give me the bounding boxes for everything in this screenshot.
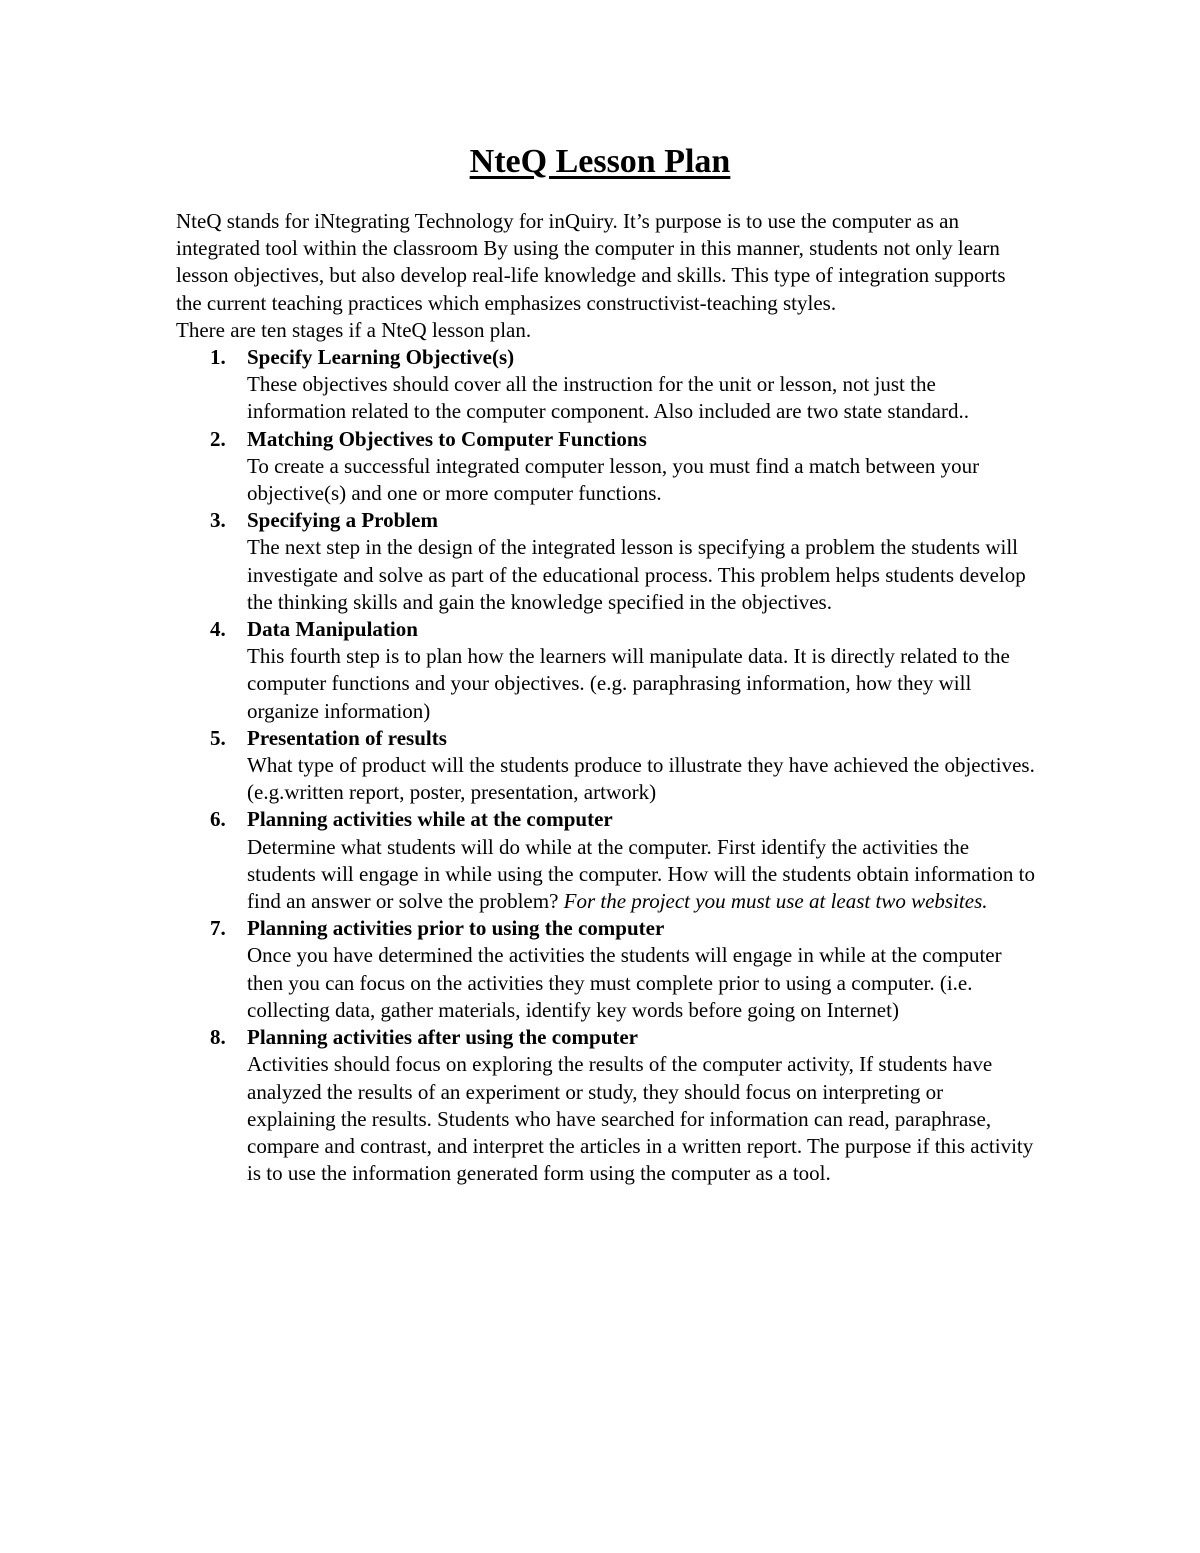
stage-number: 8. [210,1025,226,1050]
stage-number: 5. [210,725,226,750]
intro-section [176,208,1036,344]
stage-description [247,834,1036,916]
stage-title: Planning activities prior to using the computer [247,916,665,941]
stage-description-text: Activities should focus on exploring the results of the computer activity, If students have analyzed the results of an experiment or study, they should focus on interpreting or explaining the results. Students who have searched for information can read, paraphrase, compare and contrast, and interpret the articles in a written report. The purpose if this activity is to use the information generated form using the computer as a tool. [247,1052,1034,1186]
stage-description [247,643,1036,725]
stage-description-text: Determine what students will do while at the computer. First identify the activities the students will engage in while using the computer. How will the students obtain information to find an answer or solve the problem? [247,834,1035,914]
document-body [176,208,1036,1187]
stage-number: 7. [210,916,226,941]
stage-number: 6. [210,807,226,832]
stage-description-text: What type of product will the students produce to illustrate they have achieved the objectives. (e.g.written report, poster, presentation, artwork) [247,753,1035,805]
stage-description-text: The next step in the design of the integrated lesson is specifying a problem the students will investigate and solve as part of the educational process. This problem helps students develop the thinking skills and gain the knowledge specified in the objectives. [247,535,1026,614]
stage-description [247,371,1036,425]
stage-title: Specifying a Problem [247,508,438,533]
stage-title: Presentation of results [247,725,447,750]
stage-title: Planning activities while at the computer [247,807,613,832]
stage-description [247,942,1036,1024]
stage-number: 4. [210,617,226,642]
stage-item [176,616,1036,725]
stage-title: Specify Learning Objective(s) [247,345,515,370]
stage-item [176,344,1036,426]
stage-title: Planning activities after using the computer [247,1025,639,1050]
stage-item [176,507,1036,616]
page-title: NteQ Lesson Plan [469,143,731,180]
stage-item [176,806,1036,915]
stage-description [247,752,1036,806]
stage-description-text: To create a successful integrated computer lesson, you must find a match between your objective(s) and one or more computer functions. [247,453,980,506]
stages-intro: There are ten stages if a NteQ lesson plan. [176,317,532,342]
stage-item [176,725,1036,807]
stage-number: 3. [210,508,226,533]
stage-description [247,453,1036,507]
stage-note: For the project you must use at least two websites. [563,889,988,914]
stage-number: 2. [210,426,226,451]
stage-description [247,1051,1036,1187]
intro-paragraph: NteQ stands for iNtegrating Technology for inQuiry. It’s purpose is to use the computer as an integrated tool within the classroom By using the computer in this manner, students not only learn lesson objectives, but also develop real-life knowledge and skills. This type of integration supports the current teaching practices which emphasizes constructivist-teaching styles. [176,209,1006,315]
stage-description [247,534,1036,616]
stage-title: Data Manipulation [247,617,418,642]
stage-item [176,426,1036,508]
stage-number: 1. [210,345,226,370]
stage-item [176,1024,1036,1187]
stage-description-text: Once you have determined the activities the students will engage in while at the computer then you can focus on the activities they must complete prior to using a computer. (i.e. collecting data, gather materials, identify key words before going on Internet) [247,943,1002,1022]
stage-description-text: This fourth step is to plan how the learners will manipulate data. It is directly related to the computer functions and your objectives. (e.g. paraphrasing information, how they will organize information) [247,644,1010,723]
stage-title: Matching Objectives to Computer Functions [247,426,647,451]
stages-list [176,344,1036,1187]
stage-description-text: These objectives should cover all the instruction for the unit or lesson, not just the information related to the computer component. Also included are two state standard.. [247,372,969,424]
stage-item [176,915,1036,1024]
